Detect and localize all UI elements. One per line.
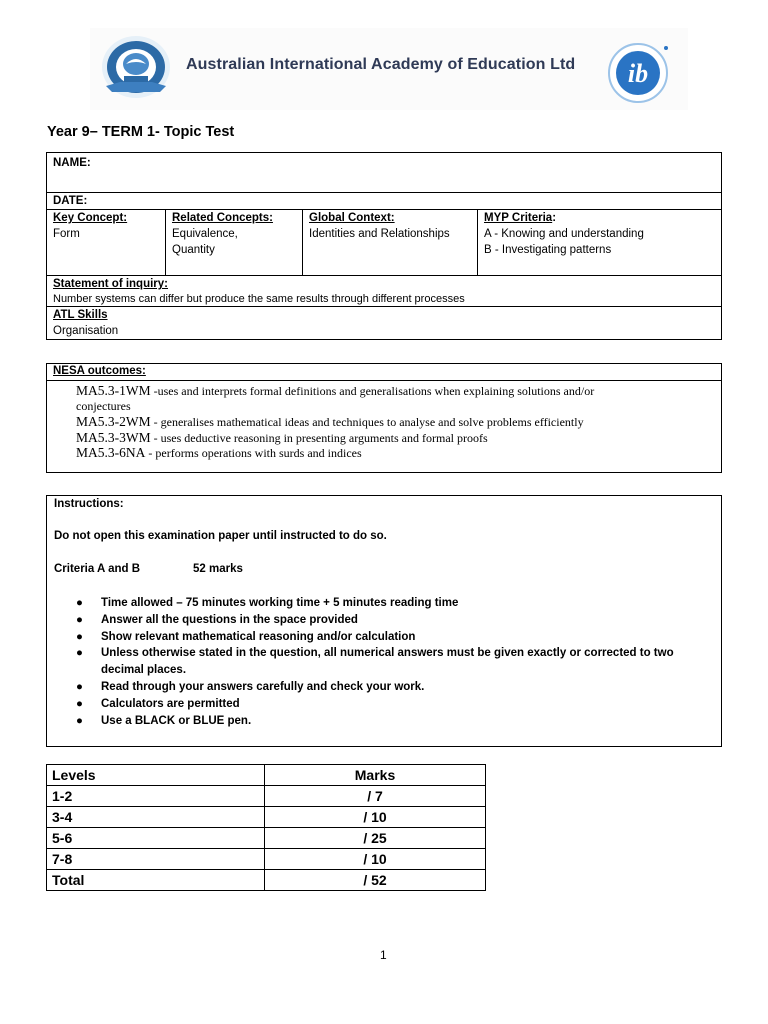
nesa-outcome-4 bbox=[76, 445, 362, 461]
level-cell: 1-2 bbox=[47, 786, 265, 807]
statement-of-inquiry-cell bbox=[47, 276, 722, 307]
marks-cell: / 25 bbox=[265, 828, 486, 849]
bullet-icon: ● bbox=[76, 630, 83, 643]
marks-cell: / 10 bbox=[265, 849, 486, 870]
nesa-text: conjectures bbox=[76, 399, 131, 413]
nesa-text: -uses and interprets formal definitions and generalisations when explaining solutions and/or bbox=[150, 384, 595, 398]
key-concept-cell bbox=[47, 210, 166, 276]
marks-table bbox=[46, 764, 486, 891]
unit-info-table bbox=[46, 152, 722, 340]
inquiry-label: Statement of inquiry: bbox=[53, 278, 169, 290]
nesa-text: - performs operations with surds and indices bbox=[145, 446, 362, 460]
inquiry-value: Number systems can differ but produce the same results through different processes bbox=[53, 293, 465, 305]
table-row bbox=[47, 807, 486, 828]
key-concept-value: Form bbox=[53, 228, 80, 240]
table-header-row bbox=[47, 765, 486, 786]
levels-header: Levels bbox=[47, 765, 265, 786]
related-concepts-value-1: Equivalence, bbox=[172, 228, 238, 240]
level-cell: 5-6 bbox=[47, 828, 265, 849]
global-context-cell bbox=[303, 210, 478, 276]
list-item: ● Use a BLACK or BLUE pen. bbox=[75, 713, 715, 730]
marks-cell: / 52 bbox=[265, 870, 486, 891]
list-item: ● Time allowed – 75 minutes working time + 5 minutes reading time bbox=[75, 595, 715, 612]
ib-logo-icon bbox=[602, 42, 674, 104]
atl-skills-label: ATL Skills bbox=[53, 309, 108, 321]
nesa-outcome-1 bbox=[76, 383, 594, 399]
nesa-title: NESA outcomes: bbox=[53, 365, 146, 377]
table-row bbox=[47, 849, 486, 870]
level-cell: 3-4 bbox=[47, 807, 265, 828]
nesa-code: MA5.3-2WM bbox=[76, 414, 151, 429]
table-row bbox=[47, 786, 486, 807]
bullet-icon: ● bbox=[76, 613, 83, 626]
nesa-text: - generalises mathematical ideas and techniques to analyse and solve problems efficiently bbox=[150, 415, 584, 429]
ib-logo-text: ib bbox=[627, 59, 649, 88]
myp-criteria-colon: : bbox=[552, 212, 557, 224]
nesa-outcomes-box bbox=[46, 363, 722, 473]
date-field[interactable] bbox=[47, 193, 722, 210]
marks-header: Marks bbox=[265, 765, 486, 786]
list-item: ● Unless otherwise stated in the question, all numerical answers must be given exactly or corrected to two decimal places. bbox=[76, 647, 674, 677]
nesa-outcome-3 bbox=[76, 430, 488, 446]
criteria-marks: 52 marks bbox=[193, 563, 243, 575]
instructions-warning: Do not open this examination paper until instructed to do so. bbox=[54, 530, 387, 542]
bullet-icon: ● bbox=[76, 647, 83, 660]
related-concepts-label: Related Concepts: bbox=[172, 212, 273, 224]
list-item: ● Read through your answers carefully and check your work. bbox=[75, 679, 715, 696]
aiae-crest-icon bbox=[100, 34, 172, 100]
myp-criteria-cell bbox=[478, 210, 722, 276]
nesa-code: MA5.3-3WM bbox=[76, 430, 151, 445]
date-label: DATE: bbox=[53, 195, 88, 207]
instructions-box bbox=[46, 495, 722, 747]
marks-cell: / 7 bbox=[265, 786, 486, 807]
atl-skills-cell bbox=[47, 307, 722, 340]
page-number: 1 bbox=[380, 948, 387, 962]
nesa-text: - uses deductive reasoning in presenting arguments and formal proofs bbox=[150, 431, 488, 445]
nesa-code: MA5.3-1WM bbox=[76, 383, 151, 398]
related-concepts-cell bbox=[166, 210, 303, 276]
table-row bbox=[47, 828, 486, 849]
nesa-header-row bbox=[47, 364, 721, 381]
nesa-outcome-1-cont bbox=[76, 399, 131, 414]
global-context-value: Identities and Relationships bbox=[309, 228, 450, 240]
list-item: ● Calculators are permitted bbox=[75, 696, 715, 713]
organisation-name: Australian International Academy of Education Ltd bbox=[186, 56, 576, 73]
atl-skills-value: Organisation bbox=[53, 325, 119, 337]
bullet-icon: ● bbox=[76, 714, 83, 727]
page-title: Year 9– TERM 1- Topic Test bbox=[47, 124, 235, 140]
myp-criteria-b: B - Investigating patterns bbox=[484, 244, 612, 256]
list-item: ● Show relevant mathematical reasoning and/or calculation bbox=[75, 629, 715, 646]
bullet-icon: ● bbox=[76, 680, 83, 693]
global-context-label: Global Context: bbox=[309, 212, 395, 224]
instructions-heading: Instructions: bbox=[54, 498, 124, 510]
myp-criteria-a: A - Knowing and understanding bbox=[484, 228, 644, 240]
bullet-icon: ● bbox=[76, 597, 83, 609]
list-item: ● Answer all the questions in the space provided bbox=[75, 612, 715, 629]
key-concept-label: Key Concept: bbox=[53, 212, 128, 224]
instructions-list bbox=[75, 595, 715, 729]
nesa-code: MA5.3-6NA bbox=[76, 445, 146, 460]
level-cell: Total bbox=[47, 870, 265, 891]
letterhead bbox=[90, 28, 688, 110]
nesa-outcome-2 bbox=[76, 414, 584, 430]
name-field[interactable] bbox=[47, 153, 722, 193]
table-row bbox=[47, 870, 486, 891]
criteria-label: Criteria A and B bbox=[54, 563, 141, 575]
name-label: NAME: bbox=[53, 157, 91, 169]
marks-cell: / 10 bbox=[265, 807, 486, 828]
related-concepts-value-2: Quantity bbox=[172, 244, 215, 256]
myp-criteria-label: MYP Criteria bbox=[484, 212, 553, 224]
bullet-icon: ● bbox=[76, 697, 83, 710]
level-cell: 7-8 bbox=[47, 849, 265, 870]
